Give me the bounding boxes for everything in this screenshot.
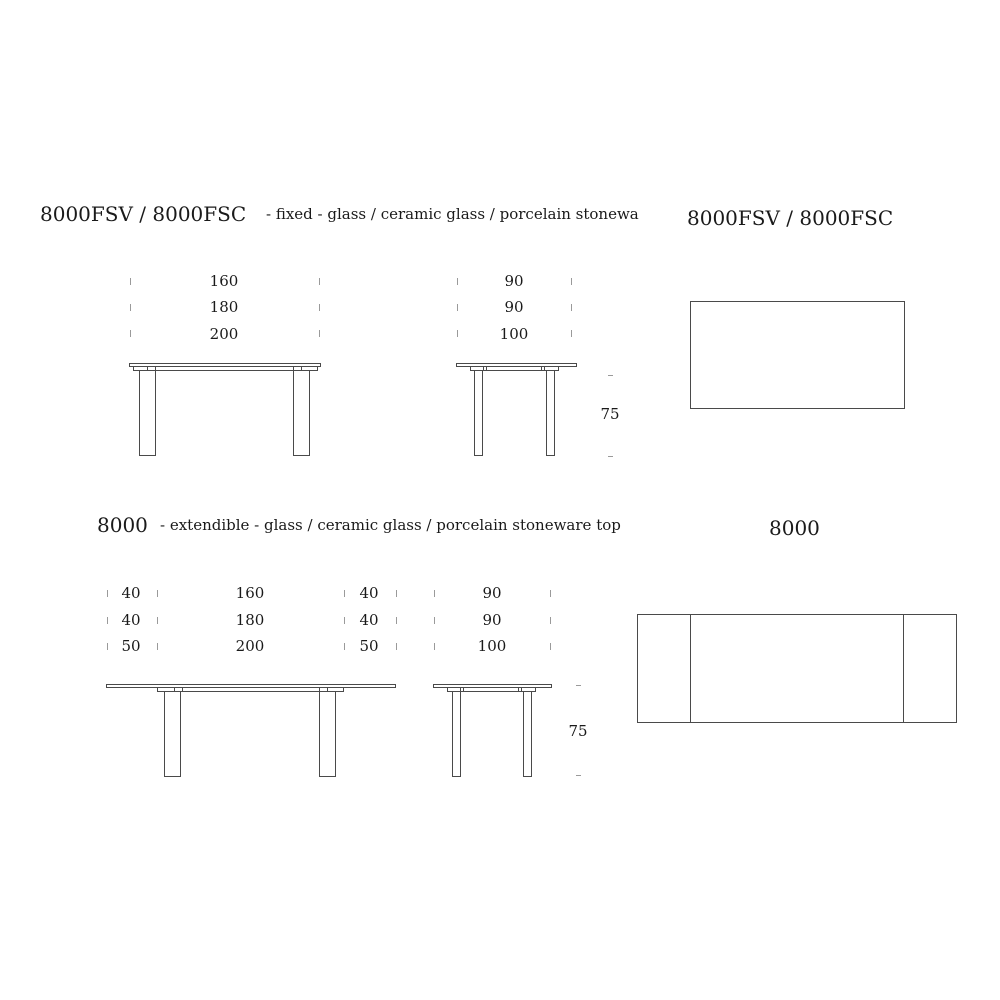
- bracket: [148, 367, 156, 371]
- table-leg: [547, 371, 555, 456]
- extension-left-3: 50: [121, 637, 141, 655]
- extendible-length-2: 180: [235, 611, 265, 629]
- fixed-description: - fixed - glass / ceramic glass / porcelain stonewa: [266, 205, 639, 223]
- table-leg: [524, 692, 532, 777]
- fixed-depth-2: 90: [504, 298, 524, 316]
- fixed-length-3: 200: [209, 325, 239, 343]
- bracket: [175, 688, 183, 692]
- extendible-top-view-title: 8000: [769, 516, 820, 540]
- fixed-table-side-view: [457, 364, 577, 456]
- bracket: [484, 367, 487, 371]
- bracket: [542, 367, 545, 371]
- table-leg: [320, 692, 336, 777]
- table-leg: [453, 692, 461, 777]
- bracket: [320, 688, 328, 692]
- extendible-depth-1: 90: [482, 584, 502, 602]
- extension-left-2: 40: [121, 611, 141, 629]
- extendible-height: 75: [568, 722, 588, 740]
- extendible-description: - extendible - glass / ceramic glass / porcelain stoneware top: [160, 516, 621, 534]
- extendible-length-1: 160: [235, 584, 265, 602]
- extendible-table-front-view: [107, 685, 396, 777]
- extension-right-3: 50: [359, 637, 379, 655]
- fixed-length-2: 180: [209, 298, 239, 316]
- fixed-height: 75: [600, 405, 620, 423]
- fixed-length-1: 160: [209, 272, 239, 290]
- table-leg: [294, 371, 310, 456]
- table-leg: [165, 692, 181, 777]
- fixed-table-front-view: [130, 364, 321, 456]
- fixed-depth-1: 90: [504, 272, 524, 290]
- extension-divider-left: [690, 615, 691, 722]
- fixed-model-title: 8000FSV / 8000FSC: [40, 202, 247, 226]
- fixed-top-view-title: 8000FSV / 8000FSC: [687, 206, 894, 230]
- extendible-model-title: 8000: [97, 513, 148, 537]
- table-leg: [140, 371, 156, 456]
- table-frame: [158, 688, 344, 692]
- bracket: [294, 367, 302, 371]
- extendible-depth-3: 100: [477, 637, 507, 655]
- extendible-table-side-view: [434, 685, 552, 777]
- extension-divider-right: [903, 615, 904, 722]
- extension-right-1: 40: [359, 584, 379, 602]
- fixed-table-top-view: [690, 301, 905, 409]
- extendible-length-3: 200: [235, 637, 265, 655]
- fixed-depth-3: 100: [499, 325, 529, 343]
- table-frame: [134, 367, 318, 371]
- table-leg: [475, 371, 483, 456]
- bracket: [461, 688, 464, 692]
- extendible-depth-2: 90: [482, 611, 502, 629]
- extension-right-2: 40: [359, 611, 379, 629]
- extension-left-1: 40: [121, 584, 141, 602]
- extendible-table-top-view: [637, 614, 957, 723]
- bracket: [519, 688, 522, 692]
